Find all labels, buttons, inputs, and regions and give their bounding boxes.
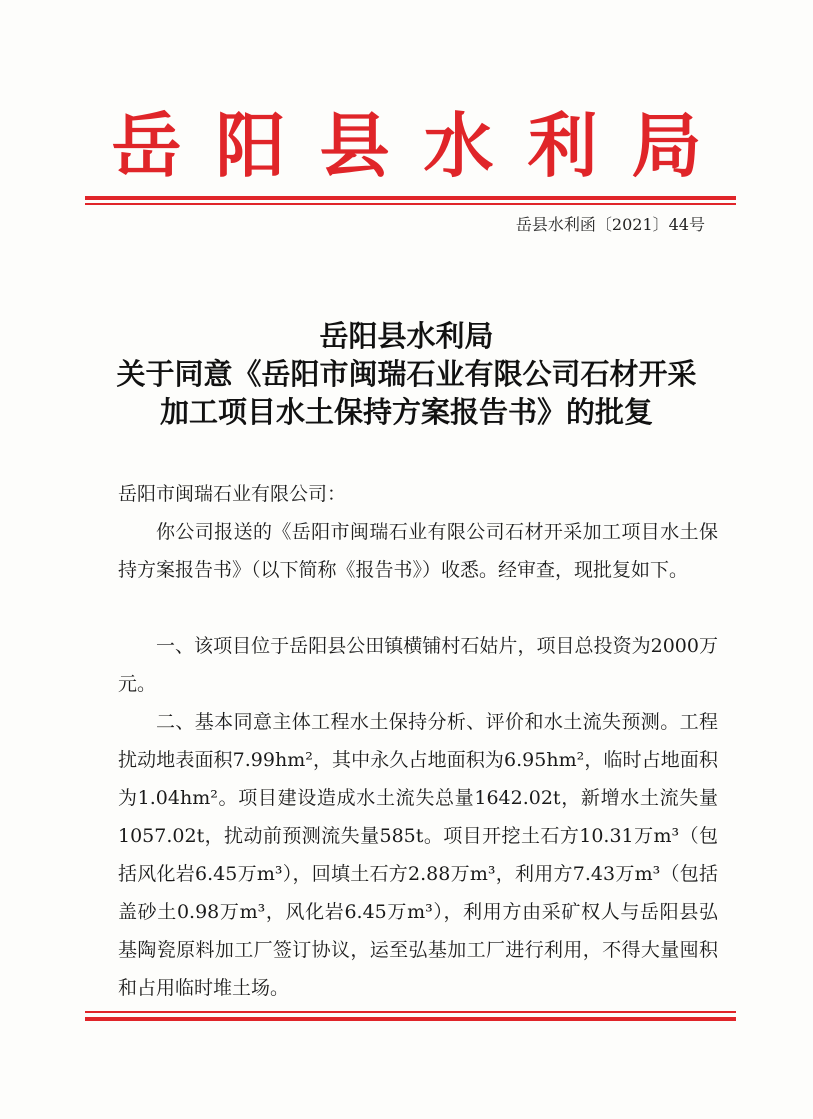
paragraph-3: 二、基本同意主体工程水土保持分析、评价和水土流失预测。工程扰动地表面积7.99hm²，其中永久占地面积为6.95hm²，临时占地面积为1.04hm²。项目建设造成水土流失总量1642.02t，新增水土流失量1057.02t，扰动前预测流失量585t。项目开挖土石方10.31万m³（包括风化岩6.45万m³），回填土石方2.88万m³，利用方7.43万m³（包括盖砂土0.98万m³，风化岩6.45万m³），利用方由采矿权人与岳阳县弘基陶瓷原料加工厂签订协议，运至弘基加工厂进行利用，不得大量囤积和占用临时堆土场。 [118, 711, 718, 999]
title-line-2: 关于同意《岳阳市闽瑞石业有限公司石材开采 [116, 357, 697, 391]
footer-rule-thick [85, 1017, 736, 1021]
letterhead-rule-top [85, 196, 736, 200]
paragraph-2: 一、该项目位于岳阳县公田镇横铺村石姑片，项目总投资为2000万元。 [118, 635, 718, 695]
paragraph-1: 你公司报送的《岳阳市闽瑞石业有限公司石材开采加工项目水土保持方案报告书》（以下简称《报告书》）收悉。经审查，现批复如下。 [118, 521, 718, 581]
letterhead-rule-top-thin [85, 203, 736, 205]
title-line-3: 加工项目水土保持方案报告书》的批复 [159, 395, 653, 429]
document-number: 岳县水利函〔2021〕44号 [515, 215, 705, 234]
footer-rule-thin [85, 1011, 736, 1013]
letterhead-title: 岳阳县水利局 [111, 104, 736, 187]
title-line-1: 岳阳县水利局 [319, 319, 494, 353]
salutation: 岳阳市闽瑞石业有限公司： [118, 483, 347, 505]
